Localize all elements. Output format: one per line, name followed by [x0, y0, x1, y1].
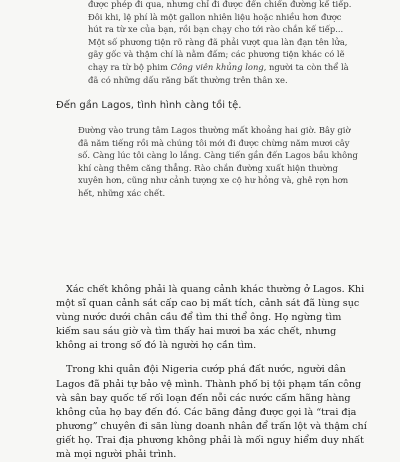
quote-paragraph: Đường vào trung tâm Lagos thường mất khoảng hai giờ. Bây giờ đã năm tiếng rồi mà chúng tôi mới đi được chừng năm mươi cây số. Càng lúc tôi càng lo lắng. Càng tiến gần đến Lagos bầu không khí càng thêm căng thẳng. Rào chắn đường xuất hiện thường xuyên hơn, cũng như cảnh tượng xe cộ hư hỏng và, ghê rợn hơn hết, những xác chết.: [78, 125, 358, 198]
body-text: [56, 283, 368, 462]
quote-line: hút ra từ xe của bạn, rồi bạn chạy cho tới rào chắn kế tiếp...: [88, 24, 344, 35]
quote-line: chạy ra từ bộ phim Công viên khủng long, người ta còn thể là: [88, 61, 349, 72]
quote-line: gãy gốc và thậm chí là nằm đấm; các phương tiện khác có lẽ: [88, 49, 345, 60]
quote-line: Đôi khi, lệ phí là một gallon nhiên liệu hoặc nhiều hơn được: [88, 11, 342, 22]
block-quote-continued: [88, 0, 358, 86]
body-paragraph: Xác chết không phải là quang cảnh khác thường ở Lagos. Khi một sĩ quan cảnh sát cấp cao bị mất tích, cảnh sát đã lùng sục vùng nước dưới chân cầu để tìm thi thể ông. Họ ngừng tìm kiếm sau sáu giờ và tìm thấy hai mươi ba xác chết, nhưng không ai trong số đó là người họ cần tìm.: [56, 284, 365, 352]
body-paragraph: Trong khi quân đội Nigeria cướp phá đất nước, người dân Lagos đã phải tự bảo vệ mình. Thành phố bị tội phạm tấn công và sân bay quốc tế rối loạn đến nỗi các nước cấm hãng hàng không của họ bay đến đó. Các băng đảng được gọi là “trai địa phương” chuyên đi săn lùng doanh nhân để trấn lột và thậm chí giết họ. Trai địa phương không phải là mối nguy hiểm duy nhất mà mọi người phải trình.: [56, 364, 367, 461]
lead-sentence: Đến gần Lagos, tình hình càng tồi tệ.: [56, 100, 242, 111]
block-quote: [78, 124, 360, 200]
quote-line: được phép đi qua, nhưng chỉ đi được đến chiến đường kế tiếp.: [88, 0, 352, 9]
quote-line: Một số phương tiện rõ ràng đã phải vượt qua làn đạn tên lửa,: [88, 36, 348, 47]
film-title: Công viên khủng long: [170, 61, 264, 72]
quote-line: đã có những dấu răng bất thường trên thân xe.: [88, 74, 288, 85]
